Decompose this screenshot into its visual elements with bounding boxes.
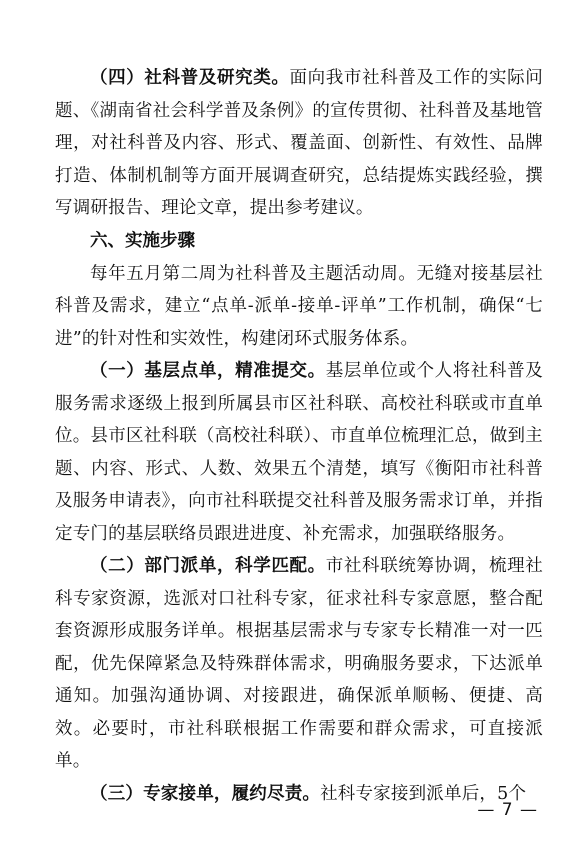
paragraph-intro: 每年五月第二周为社科普及主题活动周。无缝对接基层社科普及需求，建立“点单-派单-接单-评单”工作机制，确保“七进”的针对性和实效性，构建闭环式服务体系。 xyxy=(55,263,543,349)
paragraph-step-3 xyxy=(55,778,543,811)
section-4-body: 面向我市社科普及工作的实际问题、《湖南省社会科学普及条例》的宣传贯彻、社科普及基地管理，对社科普及内容、形式、覆盖面、创新性、有效性、品牌打造、体制机制等方面开展调查研究，总结提炼实践经验，撰写调研报告、理论文章，提出参考建议。 xyxy=(55,68,543,218)
paragraph-step-1 xyxy=(55,355,543,550)
step-1-title: （一）基层点单，精准提交。 xyxy=(90,361,326,381)
step-2-title: （二）部门派单，科学匹配。 xyxy=(90,556,326,576)
step-1-body: 基层单位或个人将社科普及服务需求逐级上报到所属县市区社科联、高校社科联或市直单位。县市区社科联（高校社科联）、市直单位梳理汇总，做到主题、内容、形式、人数、效果五个清楚，填写《衡阳市社科普及服务申请表》，向市社科联提交社科普及服务需求订单，并指定专门的基层联络员跟进进度、补充需求，加强联络服务。 xyxy=(55,361,543,544)
step-2-body: 市社科联统筹协调，梳理社科专家资源，选派对口社科专家，征求社科专家意愿，整合配套资源形成服务详单。根据基层需求与专家专长精准一对一匹配，优先保障紧急及特殊群体需求，明确服务要求，下达派单通知。加强沟通协调、对接跟进，确保派单顺畅、便捷、高效。必要时，市社科联根据工作需要和群众需求，可直接派单。 xyxy=(55,556,543,771)
step-3-body: 社科专家接到派单后，5个 xyxy=(320,783,527,804)
document-body xyxy=(55,62,543,810)
section-4-title: （四）社科普及研究类。 xyxy=(90,68,290,88)
paragraph-section-4 xyxy=(55,62,543,225)
page-number: — 7 — xyxy=(477,800,538,820)
step-3-title: （三）专家接单，履约尽责。 xyxy=(90,783,321,804)
heading-implementation-steps: 六、实施步骤 xyxy=(90,230,195,251)
paragraph-step-2 xyxy=(55,550,543,778)
